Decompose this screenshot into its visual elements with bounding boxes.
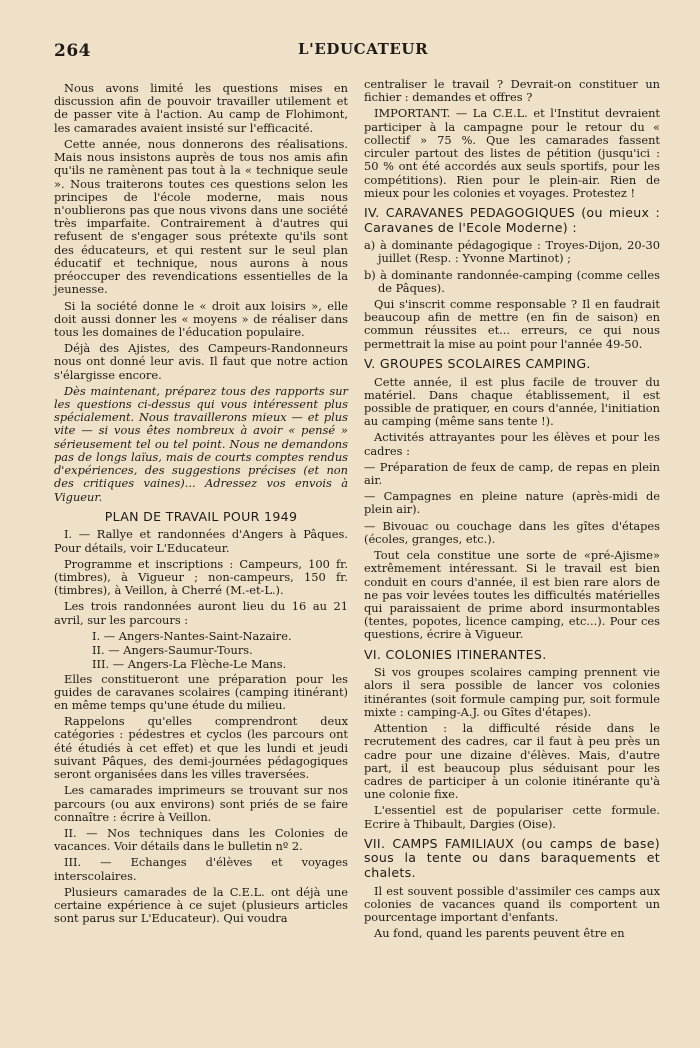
paragraph: centraliser le travail ? Devrait-on constituer un fichier : demandes et offres ? — [364, 77, 660, 105]
journal-title: L'EDUCATEUR — [298, 40, 429, 58]
paragraph: Il est souvent possible d'assimiler ces camps aux colonies de vacances quand ils comportent un pourcentage important d'enfants. — [364, 883, 660, 925]
paragraph: I. — Rallye et randonnées d'Angers à Pâques. Pour détails, voir L'Educateur. — [54, 527, 348, 555]
section-heading: IV. CARAVANES PEDAGOGIQUES (ou mieux : Caravanes de l'Ecole Moderne) : — [364, 204, 660, 235]
list-item: — Préparation de feux de camp, de repas en plein air. — [364, 459, 660, 488]
paragraph: Programme et inscriptions : Campeurs, 100 fr. (timbres), à Vigueur ; non-campeurs, 150 fr. (timbres), à Veillon, à Cherré (M.-et-L.). — [54, 556, 348, 598]
paragraph: Plusieurs camarades de la C.E.L. ont déjà une certaine expérience à ce sujet (plusieurs articles sont parus sur L'Educateur). Qui voudra — [54, 884, 348, 926]
paragraph: Si la société donne le « droit aux loisirs », elle doit aussi donner les « moyens » de réaliser dans tous les domaines de l'éducation populaire. — [54, 298, 348, 339]
route-item: III. — Angers-La Flèche-Le Mans. — [92, 657, 287, 672]
section-heading: V. GROUPES SCOLAIRES CAMPING. — [364, 355, 591, 371]
page-number: 264 — [54, 41, 91, 61]
paragraph: II. — Nos techniques dans les Colonies de vacances. Voir détails dans le bulletin nº 2. — [54, 825, 348, 854]
route-item: I. — Angers-Nantes-Saint-Nazaire. — [92, 628, 292, 643]
section-heading: VII. CAMPS FAMILIAUX (ou camps de base) sous la tente ou dans baraquements et chalets. — [364, 835, 660, 881]
paragraph-important: IMPORTANT. — La C.E.L. et l'Institut devraient participer à la campagne pour le retour du « collectif » 75 %. Que les camarades fassent circuler partout des listes de pétition (jusqu'ici : 50 % ont été accordés aux seuls sportifs, pour les compétitions). Rien pour le plein-air. Rien de mieux pour les colonies et voyages. Protestez ! — [364, 106, 660, 200]
list-item: — Campagnes en pleine nature (après-midi de plein air). — [364, 489, 660, 517]
paragraph: Activités attrayantes pour les élèves et pour les cadres : — [364, 430, 660, 458]
paragraph: Rappelons qu'elles comprendront deux catégories : pédestres et cyclos (les parcours ont été étudiés à cet effet) et que les lundi et jeudi suivant Pâques, des demi-journées pédagogiques seront organisées dans les villes traversées. — [54, 714, 348, 782]
paragraph: Déjà des Ajistes, des Campeurs-Randonneurs nous ont donné leur avis. Il faut que notre action s'élargisse encore. — [54, 341, 348, 382]
paragraph: Tout cela constitue une sorte de «pré-Ajisme» extrêmement intéressant. Si le travail est bien conduit en cours d'année, il est bien rare alors de ne pas voir levées toutes les difficultés matérielles qui paraissaient de prime abord insurmontables (tentes, popotes, licence camping, etc...). Pour ces questions, écrire à Vigueur. — [364, 548, 660, 642]
paragraph: Cette année, nous donnerons des réalisations. Mais nous insistons auprès de tous nos amis afin qu'ils ne ramènent pas tout à la « technique seule ». Nous traiterons toutes ces questions selon les principes de l'école moderne, mais nous n'oublierons pas que nous vivons dans une société très imparfaite. Contrairement à d'autres qui refusent de s'engager sous prétexte qu'ils sont des éducateurs, et qui restent sur le seul plan éducatif et technique, nous aurons à nous préoccuper des revendications essentielles de la jeunesse. — [54, 136, 348, 297]
paragraph: Cette année, il est plus facile de trouver du matériel. Dans chaque établissement, il est possible de pratiquer, en cours d'année, l'initiation au camping (même sans tente !). — [364, 374, 660, 429]
list-item: a) à dominante pédagogique : Troyes-Dijon, 20-30 juillet (Resp. : Yvonne Martinot) ; — [364, 238, 660, 266]
paragraph: Au fond, quand les parents peuvent être en — [374, 926, 625, 941]
paragraph: Elles constitueront une préparation pour les guides de caravanes scolaires (camping itinérant) en même temps qu'une étude du milieu. — [54, 671, 348, 712]
right-column — [364, 78, 660, 944]
route-item: II. — Angers-Saumur-Tours. — [92, 643, 253, 658]
paragraph: Attention : la difficulté réside dans le recrutement des cadres, car il faut à peu près un cadre pour une dizaine d'élèves. Mais, d'autre part, il est beaucoup plus séduisant pour les cadres de participer à un colonie itinérante qu'à une colonie fixe. — [364, 721, 660, 802]
paragraph: III. — Echanges d'élèves et voyages interscolaires. — [54, 855, 348, 883]
paragraph: Les camarades imprimeurs se trouvant sur nos parcours (ou aux environs) sont priés de se faire connaître : écrire à Veillon. — [54, 783, 348, 824]
list-item: b) à dominante randonnée-camping (comme celles de Pâques). — [364, 267, 660, 295]
paragraph: Nous avons limité les questions mises en discussion afin de pouvoir travailler utilement et de passer vite à l'action. Au camp de Flohimont, les camarades avaient insisté sur l'efficacité. — [54, 81, 348, 135]
section-heading: PLAN DE TRAVAIL POUR 1949 — [104, 508, 298, 524]
section-heading: VI. COLONIES ITINERANTES. — [364, 646, 547, 662]
paragraph: Qui s'inscrit comme responsable ? Il en faudrait beaucoup afin de mettre (en fin de saison) en commun réussites et... erreurs, ce qui nous permettrait la mise au point pour l'année 49-50. — [364, 297, 660, 351]
paragraph: L'essentiel est de populariser cette formule. Ecrire à Thibault, Dargies (Oise). — [364, 803, 660, 831]
list-item: — Bivouac ou couchage dans les gîtes d'étapes (écoles, granges, etc.). — [364, 518, 660, 546]
paragraph-italic: Dès maintenant, préparez tous des rapports sur les questions ci-dessus qui vous intéressent plus spécialement. Nous travaillerons mieux — et plus vite — si vous êtes nombreux à avoir « pensé » sérieusement tel ou tel point. Nous ne demandons pas de longs laïus, mais de courts comptes rendus d'expériences, des suggestions précises (et non des critiques vaines)... Adressez vos envois à Vigueur. — [54, 383, 348, 504]
paragraph: Si vos groupes scolaires camping prennent vie alors il sera possible de lancer vos colonies itinérantes (soit formule camping pur, soit formule mixte : camping-A.J. ou Gîtes d'étapes). — [364, 665, 660, 719]
paragraph: Les trois randonnées auront lieu du 16 au 21 avril, sur les parcours : — [54, 599, 348, 627]
left-column — [54, 82, 348, 929]
